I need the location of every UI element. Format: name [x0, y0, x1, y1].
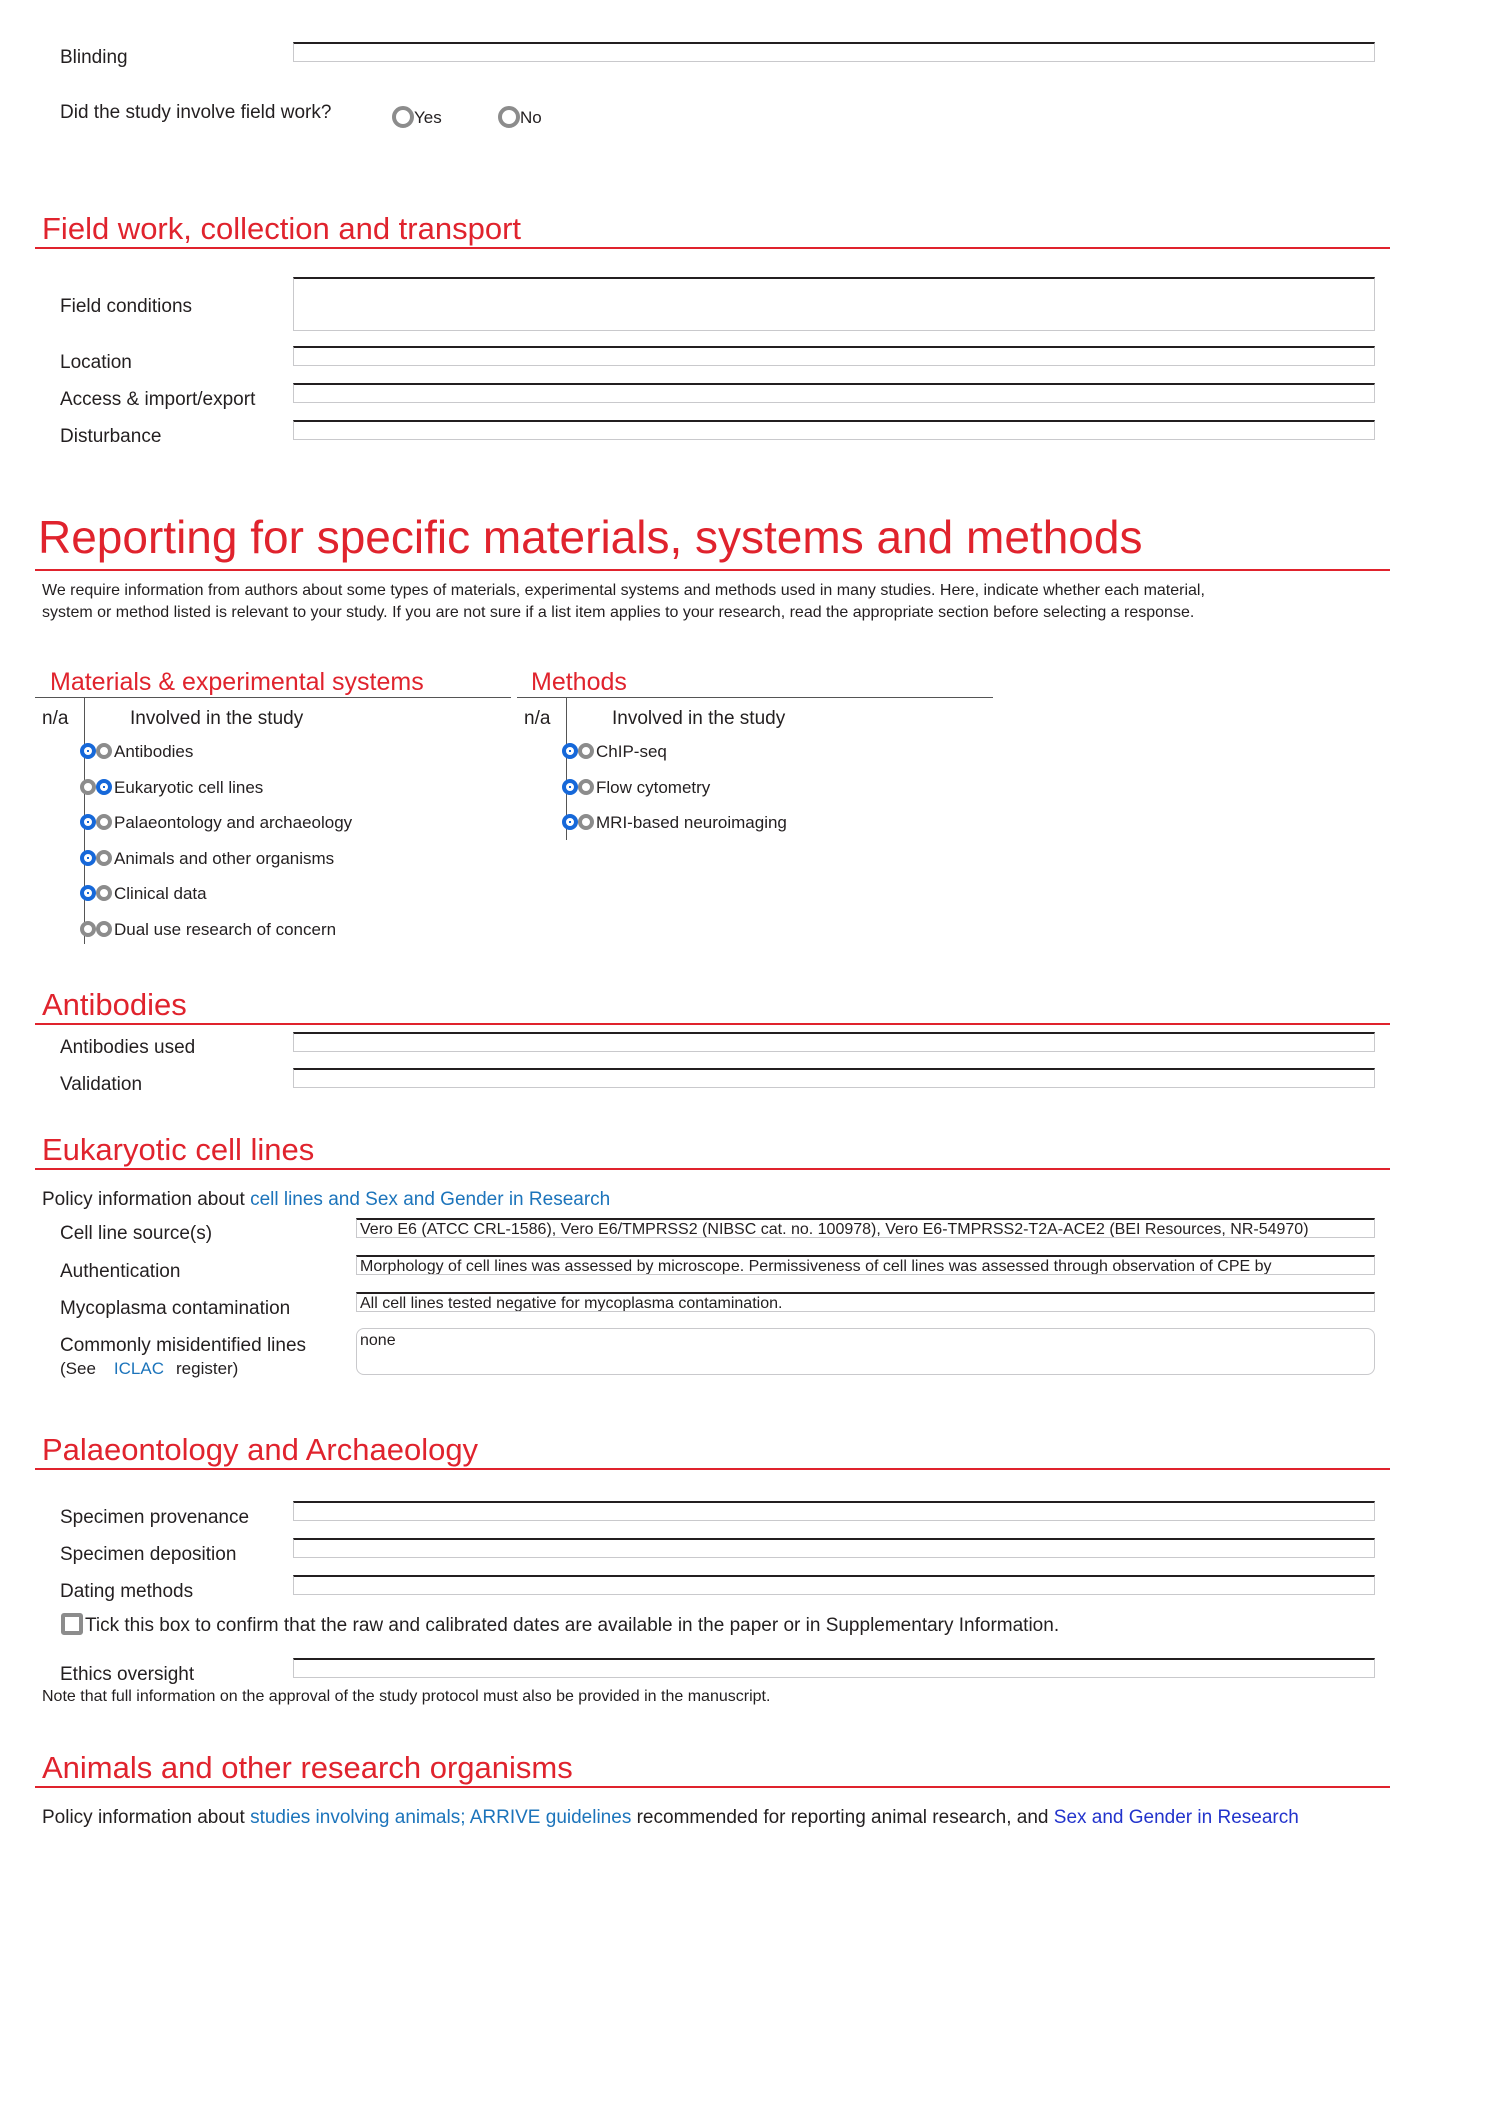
- fieldwork-title: Field work, collection and transport: [42, 211, 522, 246]
- disturbance-label: Disturbance: [60, 426, 162, 447]
- reporting-title: Reporting for specific materials, systems and methods: [38, 511, 1143, 563]
- misidentified-input[interactable]: none: [356, 1328, 1375, 1375]
- fieldwork-yes-radio[interactable]: [392, 106, 414, 128]
- cell-lines-policy: [42, 1190, 610, 1209]
- ethics-label: Ethics oversight: [60, 1664, 195, 1685]
- authentication-label: Authentication: [60, 1261, 181, 1282]
- blinding-input[interactable]: [293, 42, 1375, 62]
- blinding-label: Blinding: [60, 47, 128, 68]
- methods-item-label: Flow cytometry: [596, 777, 711, 797]
- location-label: Location: [60, 352, 132, 373]
- methods-involved-checkbox[interactable]: [578, 814, 594, 830]
- methods-na-checkbox[interactable]: [562, 743, 578, 759]
- deposition-label: Specimen deposition: [60, 1544, 237, 1565]
- materials-na-checkbox[interactable]: [80, 743, 96, 759]
- ethics-input[interactable]: [293, 1658, 1375, 1678]
- cell-lines-rule: [35, 1168, 1390, 1170]
- methods-involved-checkbox[interactable]: [578, 779, 594, 795]
- animals-sex-gender-link[interactable]: Sex and Gender in Research: [1053, 1807, 1299, 1828]
- authentication-input[interactable]: Morphology of cell lines was assessed by microscope. Permissiveness of cell lines was assessed through observation of CPE by: [356, 1255, 1375, 1275]
- cell-source-label: Cell line source(s): [60, 1223, 213, 1244]
- provenance-input[interactable]: [293, 1501, 1375, 1521]
- fieldwork-rule: [35, 247, 1390, 249]
- antibodies-rule: [35, 1023, 1390, 1025]
- materials-na-checkbox[interactable]: [80, 885, 96, 901]
- materials-rule: [35, 697, 511, 698]
- antibodies-title: Antibodies: [42, 987, 187, 1022]
- field-conditions-input[interactable]: [293, 277, 1375, 331]
- materials-involved-checkbox[interactable]: [96, 779, 112, 795]
- misidentified-label: Commonly misidentified lines: [60, 1335, 307, 1356]
- animals-policy-middle: recommended for reporting animal research, and: [631, 1807, 1054, 1828]
- methods-rule: [517, 697, 993, 698]
- materials-na-checkbox[interactable]: [80, 921, 96, 937]
- mycoplasma-input[interactable]: All cell lines tested negative for mycoplasma contamination.: [356, 1292, 1375, 1312]
- palaeo-rule: [35, 1468, 1390, 1470]
- field-conditions-label: Field conditions: [60, 296, 193, 317]
- methods-na-header: n/a: [524, 708, 551, 729]
- reporting-rule: [35, 569, 1390, 571]
- methods-na-checkbox[interactable]: [562, 814, 578, 830]
- materials-item-label: Antibodies: [114, 742, 194, 761]
- materials-involved-checkbox[interactable]: [96, 743, 112, 759]
- animals-policy: [42, 1808, 1299, 1827]
- materials-involved-checkbox[interactable]: [96, 885, 112, 901]
- materials-na-checkbox[interactable]: [80, 779, 96, 795]
- materials-na-checkbox[interactable]: [80, 850, 96, 866]
- cell-source-input[interactable]: Vero E6 (ATCC CRL-1586), Vero E6/TMPRSS2 (NIBSC cat. no. 100978), Vero E6-TMPRSS2-T2A-ACE2 (BEI Resources, NR-54970): [356, 1218, 1375, 1238]
- antibodies-used-label: Antibodies used: [60, 1037, 196, 1058]
- cell-lines-policy-link[interactable]: cell lines and Sex and Gender in Research: [250, 1189, 611, 1210]
- methods-item-label: MRI-based neuroimaging: [596, 813, 787, 832]
- materials-na-header: n/a: [42, 708, 69, 729]
- materials-item-label: Clinical data: [114, 884, 207, 903]
- iclac-link[interactable]: ICLAC: [113, 1359, 164, 1378]
- dates-checkbox-label: Tick this box to confirm that the raw and calibrated dates are available in the paper or in Supplementary Information.: [85, 1615, 1060, 1636]
- location-input[interactable]: [293, 346, 1375, 366]
- materials-na-checkbox[interactable]: [80, 814, 96, 830]
- dating-label: Dating methods: [60, 1581, 194, 1602]
- animals-title: Animals and other research organisms: [42, 1750, 573, 1785]
- access-label: Access & import/export: [60, 389, 256, 410]
- methods-item-label: ChIP-seq: [596, 742, 667, 761]
- dating-input[interactable]: [293, 1575, 1375, 1595]
- materials-item-label: Dual use research of concern: [114, 919, 337, 939]
- cell-lines-policy-prefix: Policy information about: [42, 1189, 251, 1210]
- materials-involved-header: Involved in the study: [130, 708, 304, 729]
- materials-title: Materials & experimental systems: [50, 668, 424, 696]
- provenance-label: Specimen provenance: [60, 1507, 250, 1528]
- fieldwork-no-label: No: [520, 108, 542, 127]
- animals-policy-prefix: Policy information about: [42, 1807, 251, 1828]
- fieldwork-question: Did the study involve field work?: [60, 102, 332, 123]
- mycoplasma-label: Mycoplasma contamination: [60, 1298, 291, 1319]
- materials-item-label: Eukaryotic cell lines: [114, 777, 264, 797]
- access-input[interactable]: [293, 383, 1375, 403]
- materials-involved-checkbox[interactable]: [96, 814, 112, 830]
- methods-involved-checkbox[interactable]: [578, 743, 594, 759]
- validation-label: Validation: [60, 1074, 143, 1095]
- validation-input[interactable]: [293, 1068, 1375, 1088]
- reporting-intro-2: system or method listed is relevant to your study. If you are not sure if a list item applies to your research, read the appropriate section before selecting a response.: [42, 604, 1195, 621]
- animals-arrive-link[interactable]: studies involving animals; ARRIVE guidelines: [250, 1807, 632, 1828]
- reporting-intro-1: We require information from authors about some types of materials, experimental systems and methods used in many studies. Here, indicate whether each material,: [42, 582, 1205, 599]
- iclac-see: (See: [60, 1359, 96, 1378]
- cell-lines-title: Eukaryotic cell lines: [42, 1132, 315, 1167]
- materials-item-label: Palaeontology and archaeology: [114, 813, 353, 832]
- antibodies-used-input[interactable]: [293, 1032, 1375, 1052]
- deposition-input[interactable]: [293, 1538, 1375, 1558]
- palaeo-title: Palaeontology and Archaeology: [42, 1432, 479, 1467]
- ethics-note: Note that full information on the approval of the study protocol must also be provided in the manuscript.: [42, 1688, 771, 1705]
- materials-involved-checkbox[interactable]: [96, 921, 112, 937]
- disturbance-input[interactable]: [293, 420, 1375, 440]
- iclac-note: [60, 1360, 238, 1377]
- fieldwork-yes-label: Yes: [414, 108, 442, 127]
- dates-checkbox[interactable]: [61, 1613, 83, 1635]
- methods-involved-header: Involved in the study: [612, 708, 786, 729]
- methods-na-checkbox[interactable]: [562, 779, 578, 795]
- iclac-register: register): [176, 1359, 239, 1378]
- animals-rule: [35, 1786, 1390, 1788]
- fieldwork-no-radio[interactable]: [498, 106, 520, 128]
- materials-item-label: Animals and other organisms: [114, 848, 335, 868]
- methods-title: Methods: [531, 668, 627, 696]
- materials-involved-checkbox[interactable]: [96, 850, 112, 866]
